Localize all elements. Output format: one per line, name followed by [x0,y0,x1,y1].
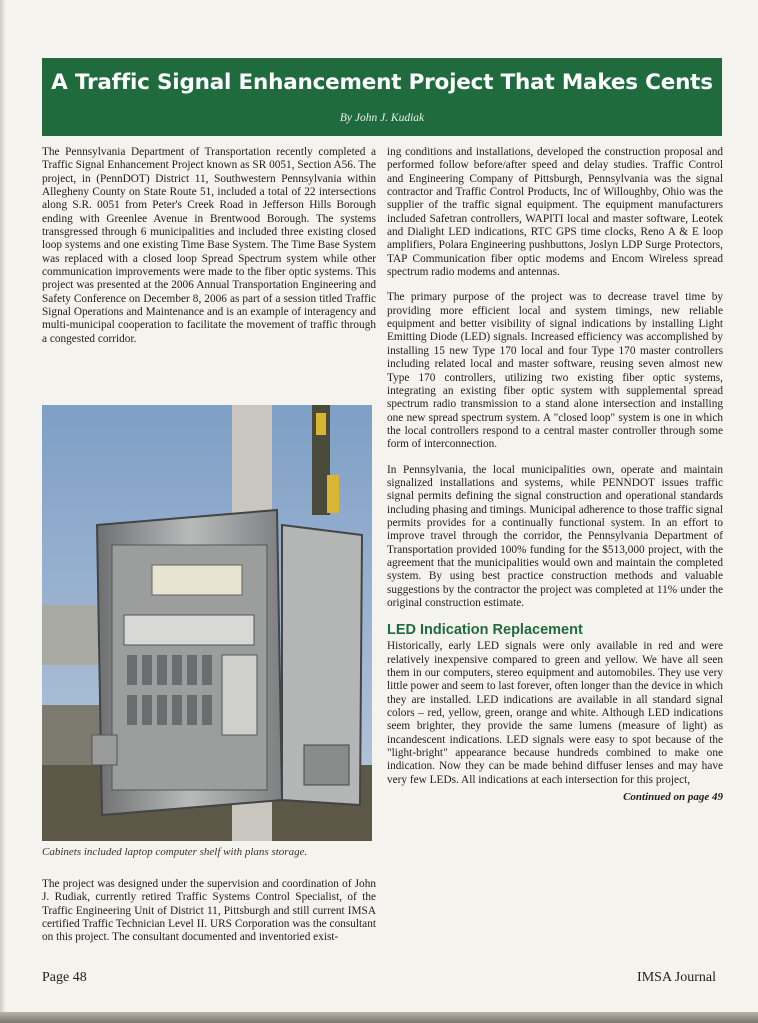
paragraph: The primary purpose of the project was to decrease travel time by providing more efficient local and system timings, new reliable equipment and better visibility of signal indications by installing Light Emitting Diode (LED) signals. Increased efficiency was accomplished by installing 15 new Type 170 local and four Type 170 master controllers including related local and master software, reusing seven almost new Type 170 controllers, utilizing two existing fiber optic systems, integrating an existing fiber optic system with supplemental spread spectrum radio transmission to a stand alone intersection and installing one new spread spectrum system. A "closed loop" system is one in which the local controllers respond to a central master controller through some form of interconnection. [387,291,723,451]
right-column [387,146,723,804]
paragraph: The Pennsylvania Department of Transportation recently completed a Traffic Signal Enhancement Project known as SR 0051, Section A56. The project, in (PennDOT) District 11, Southwestern Pennsylvania within Allegheny County on State Route 51, included a total of 22 intersections along S.R. 0051 from Peter's Creek Road in Jefferson Hills Borough ending with Greenlee Avenue in Brentwood Borough. The systems transgressed through 6 municipalities and included three existing closed loop systems and one existing Time Base System. The Time Base System was replaced with a closed loop Spread Spectrum system while other communication improvements were made to the fiber optic systems. This project was presented at the 2006 Annual Transportation Engineering and Safety Conference on December 8, 2006 as part of a session titled Traffic Signal Operations and Maintenance and is an example of interagency and multi-municipal cooperation to facilitate the movement of traffic through a congested corridor. [42,146,376,345]
paragraph: ing conditions and installations, developed the construction proposal and performed follow before/after speed and delay studies. Traffic Control and Engineering Company of Pittsburgh, Pennsylvania was the signal contractor and Traffic Control Products, Inc of Willoughby, Ohio was the supplier of the traffic signal equipment. The equipment manufacturers included Safetran controllers, WAPITI local and master software, Leotek and Dialight LED indications, RTC GPS time clocks, Reno A & E loop amplifiers, Polara Engineering pushbuttons, Joslyn LDP Surge Protectors, TAP Communication fiber optic modems and Encom Wireless spread spectrum radio modems and antennas. [387,146,723,279]
section-heading: LED Indication Replacement [387,622,583,639]
article-title: A Traffic Signal Enhancement Project That Makes Cents [51,70,713,95]
cabinet-photo-illustration [42,405,372,841]
title-banner [42,58,722,136]
cabinet-photo [42,405,372,841]
page-edge-shadow [0,0,6,1023]
photo-caption: Cabinets included laptop computer shelf with plans storage. [42,846,308,858]
left-column-top [42,146,376,358]
article-byline: By John J. Kudiak [339,112,425,124]
paragraph: The project was designed under the supervision and coordination of John J. Rudiak, currently retired Traffic Systems Control Specialist, of the Traffic Engineering Unit of District 11, Pittsburgh and still current IMSA certified Traffic Technician Level II. URS Corporation was the consultant on this project. The consultant documented and inventoried exist- [42,878,376,944]
left-column-bottom [42,878,376,957]
page-number: Page 48 [42,970,87,985]
continued-link[interactable]: Continued on page 49 [623,791,723,804]
paragraph: Historically, early LED signals were only available in red and were relatively inexpensive compared to green and yellow. We have all seen them in our computers, stereo equipment and automobiles. They use very little power and seem to last forever, often longer than the device in which they are installed. LED indications are available in all standard signal colors – red, yellow, green, orange and white. Although LED indications seem brighter, they provide the same lumens (measure of light) as incandescent indications. LED signals were easy to spot because of the "light-bright" appearance because hundreds combined to make one indication. Now they can be made behind diffuser lenses and may have very few LEDs. All indications at each intersection for this project, [387,640,723,786]
paragraph: In Pennsylvania, the local municipalities own, operate and maintain signalized installations and systems, while PENNDOT issues traffic signal permits defining the signal construction and operational standards including phasing and timings. Municipal adherence to those traffic signal permits provides for a continually functional system. In an effort to improve travel through the corridor, the Pennsylvania Department of Transportation provided 100% funding for the $513,000 project, with the agreement that the municipalities would own and maintain the completed system. By using best practice construction methods and valuable suggestions by the contractor the project was completed at 11% under the original construction estimate. [387,463,723,609]
journal-name: IMSA Journal [637,970,716,985]
bottom-edge [0,1012,758,1023]
